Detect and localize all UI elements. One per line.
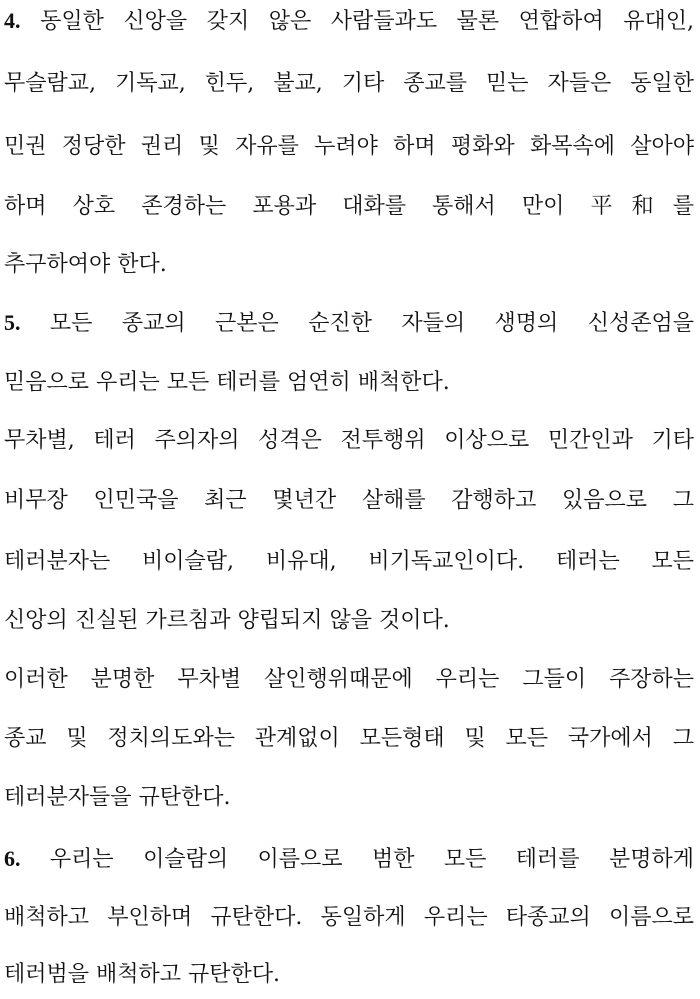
paragraph-5-line-2: 믿음으로 우리는 모든 테러를 엄연히 배척한다. <box>4 370 450 395</box>
paragraph-6-line-1 <box>4 842 694 876</box>
paragraph-5-line-9: 테러분자들을 규탄한다. <box>4 785 231 810</box>
paragraph-4-line-1 <box>4 4 694 38</box>
paragraph-6-line-3: 테러범을 배척하고 규탄한다. <box>4 962 281 987</box>
paragraph-5-text-1: 모든 종교의 근본은 순진한 자들의 생명의 신성존엄을 <box>49 311 694 336</box>
paragraph-5-line-1 <box>4 306 694 340</box>
paragraph-5-number: 5. <box>4 310 21 335</box>
paragraph-4-text-1: 동일한 신앙을 갖지 않은 사람들과도 물론 연합하여 유대인, <box>40 9 694 34</box>
paragraph-4-line-5: 추구하여야 한다. <box>4 252 167 277</box>
paragraph-4-line-2: 무슬람교, 기독교, 힌두, 불교, 기타 종교를 믿는 자들은 동일한 <box>4 71 694 96</box>
paragraph-5-line-7: 이러한 분명한 무차별 살인행위때문에 우리는 그들이 주장하는 <box>4 667 694 692</box>
paragraph-5-line-6: 신앙의 진실된 가르침과 양립되지 않을 것이다. <box>4 608 450 633</box>
paragraph-6-line-2: 배척하고 부인하며 규탄한다. 동일하게 우리는 타종교의 이름으로 <box>4 905 694 930</box>
paragraph-5-line-4: 비무장 인민국을 최근 몇년간 살해를 감행하고 있음으로 그 <box>4 488 694 513</box>
paragraph-5-line-3: 무차별, 테러 주의자의 성격은 전투행위 이상으로 민간인과 기타 <box>4 428 694 453</box>
paragraph-5-line-5: 테러분자는 비이슬람, 비유대, 비기독교인이다. 테러는 모든 <box>4 549 694 574</box>
paragraph-4-number: 4. <box>4 8 21 33</box>
paragraph-4-line-3: 민권 정당한 권리 및 자유를 누려야 하며 평화와 화목속에 살아야 <box>4 134 694 159</box>
paragraph-6-text-1: 우리는 이슬람의 이름으로 범한 모든 테러를 분명하게 <box>49 847 694 872</box>
paragraph-5-line-8: 종교 및 정치의도와는 관계없이 모든형태 및 모든 국가에서 그 <box>4 726 694 751</box>
paragraph-4-line-4: 하며 상호 존경하는 포용과 대화를 통해서 만이 平和를 <box>4 194 694 219</box>
paragraph-6-number: 6. <box>4 846 21 871</box>
